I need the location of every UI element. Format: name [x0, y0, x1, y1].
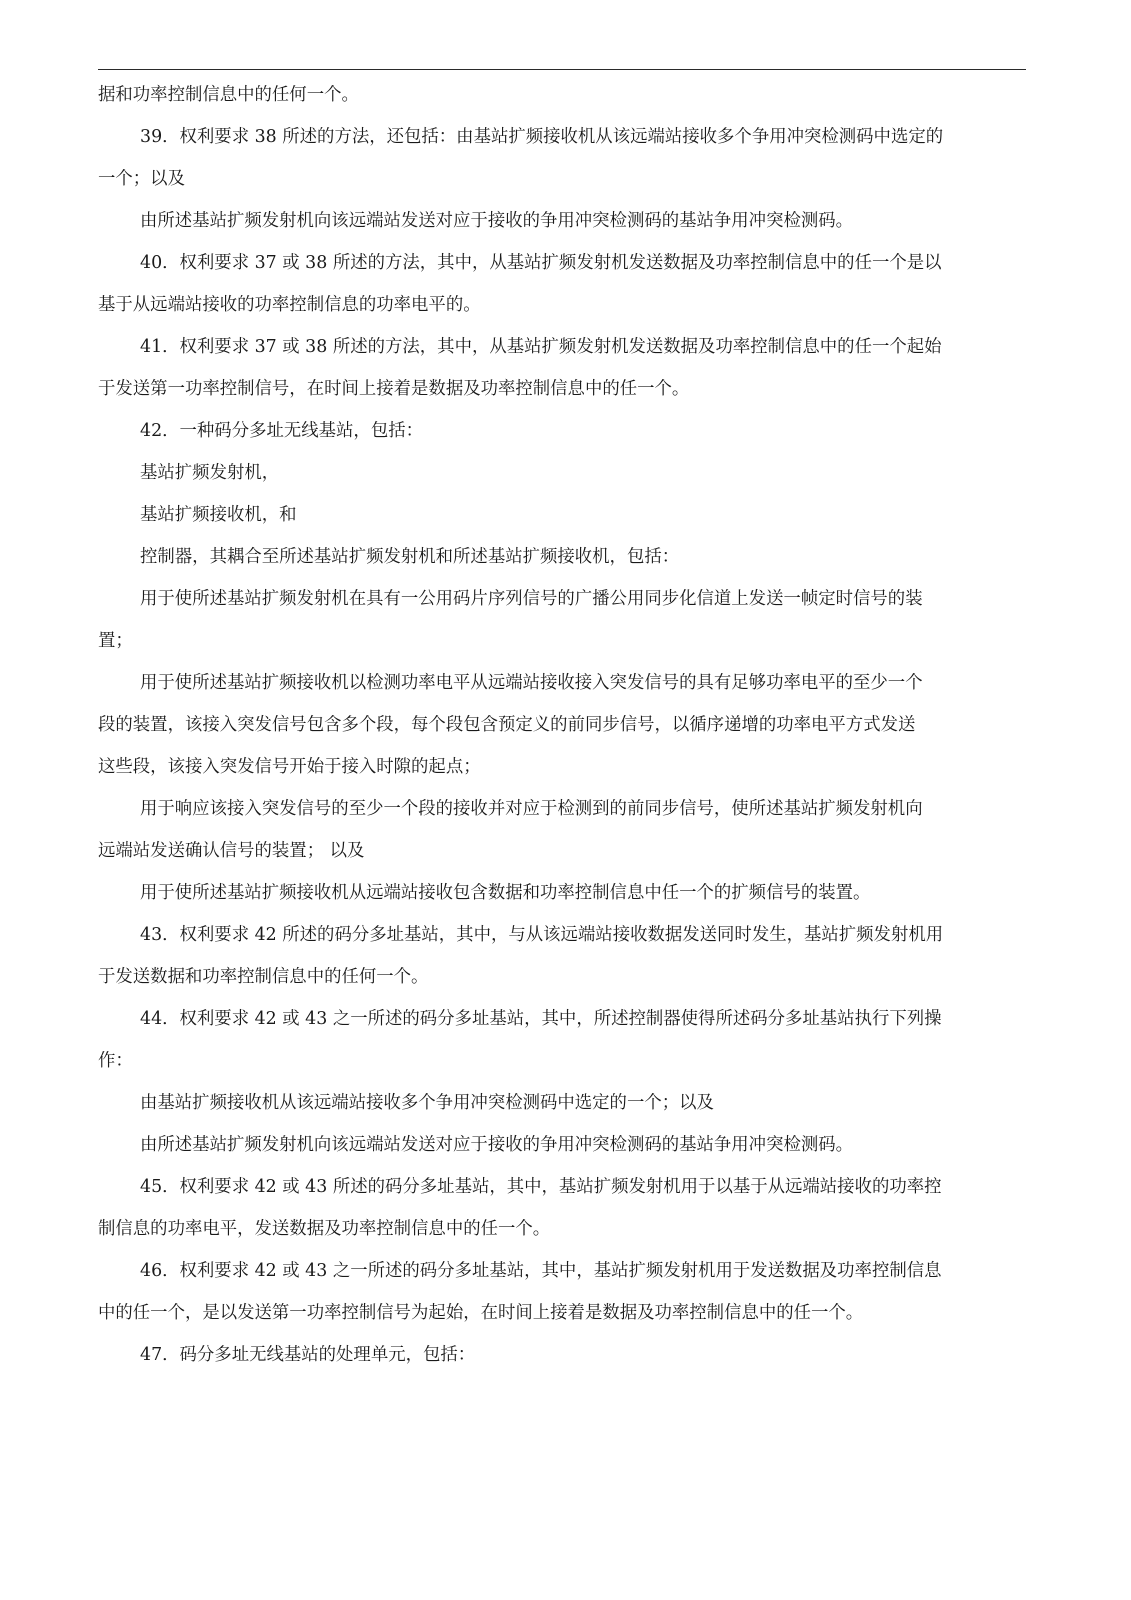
text-line: 用于使所述基站扩频接收机从远端站接收包含数据和功率控制信息中任一个的扩频信号的装置。	[140, 883, 871, 903]
text-line: 置；	[98, 631, 133, 651]
claim-45-line: 45．权利要求 42 或 43 所述的码分多址基站，其中，基站扩频发射机用于以基于从远端站接收的功率控	[140, 1177, 942, 1197]
claim-39-line: 39．权利要求 38 所述的方法，还包括：由基站扩频接收机从该远端站接收多个争用冲突检测码中选定的	[140, 127, 944, 147]
text-line: 作：	[98, 1051, 133, 1071]
text-line: 于发送数据和功率控制信息中的任何一个。	[98, 967, 429, 987]
text-line: 于发送第一功率控制信号，在时间上接着是数据及功率控制信息中的任一个。	[98, 379, 690, 399]
text-line: 基于从远端站接收的功率控制信息的功率电平的。	[98, 295, 481, 315]
claim-46-line: 46．权利要求 42 或 43 之一所述的码分多址基站，其中，基站扩频发射机用于发送数据及功率控制信息	[140, 1261, 942, 1281]
claim-43-line: 43．权利要求 42 所述的码分多址基站，其中，与从该远端站接收数据发送同时发生，基站扩频发射机用	[140, 925, 944, 945]
claim-41-line: 41．权利要求 37 或 38 所述的方法，其中，从基站扩频发射机发送数据及功率控制信息中的任一个起始	[140, 337, 942, 357]
text-line: 制信息的功率电平，发送数据及功率控制信息中的任一个。	[98, 1219, 551, 1239]
document-body	[98, 74, 1026, 1376]
text-line: 控制器，其耦合至所述基站扩频发射机和所述基站扩频接收机，包括：	[140, 547, 680, 567]
claim-44-line: 44．权利要求 42 或 43 之一所述的码分多址基站，其中，所述控制器使得所述码分多址基站执行下列操	[140, 1009, 942, 1029]
text-line: 段的装置，该接入突发信号包含多个段，每个段包含预定义的前同步信号，以循序递增的功率电平方式发送	[98, 715, 916, 735]
text-line: 用于使所述基站扩频接收机以检测功率电平从远端站接收接入突发信号的具有足够功率电平的至少一个	[140, 673, 923, 693]
header-rule	[98, 69, 1026, 70]
claim-47-line: 47．码分多址无线基站的处理单元，包括：	[140, 1345, 476, 1365]
claim-42-line: 42．一种码分多址无线基站，包括：	[140, 421, 423, 441]
text-line: 用于响应该接入突发信号的至少一个段的接收并对应于检测到的前同步信号，使所述基站扩频发射机向	[140, 799, 923, 819]
text-line: 基站扩频发射机，	[140, 463, 280, 483]
claim-40-line: 40．权利要求 37 或 38 所述的方法，其中，从基站扩频发射机发送数据及功率控制信息中的任一个是以	[140, 253, 942, 273]
text-line: 基站扩频接收机，和	[140, 505, 297, 525]
text-line: 由所述基站扩频发射机向该远端站发送对应于接收的争用冲突检测码的基站争用冲突检测码。	[140, 211, 854, 231]
text-line: 远端站发送确认信号的装置； 以及	[98, 841, 365, 861]
text-line: 由基站扩频接收机从该远端站接收多个争用冲突检测码中选定的一个；以及	[140, 1093, 714, 1113]
text-line: 一个；以及	[98, 169, 185, 189]
text-line: 用于使所述基站扩频发射机在具有一公用码片序列信号的广播公用同步化信道上发送一帧定时信号的装	[140, 589, 923, 609]
text-line: 由所述基站扩频发射机向该远端站发送对应于接收的争用冲突检测码的基站争用冲突检测码。	[140, 1135, 854, 1155]
text-line: 中的任一个，是以发送第一功率控制信号为起始，在时间上接着是数据及功率控制信息中的任一个。	[98, 1303, 864, 1323]
text-line: 这些段，该接入突发信号开始于接入时隙的起点；	[98, 757, 481, 777]
text-line: 据和功率控制信息中的任何一个。	[98, 85, 359, 105]
